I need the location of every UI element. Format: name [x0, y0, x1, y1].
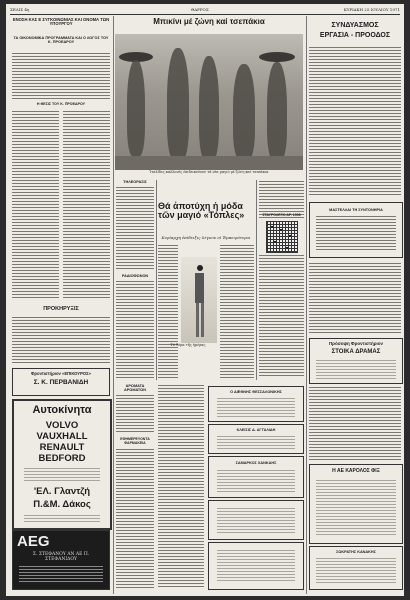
article-text	[309, 262, 401, 334]
article-text	[309, 386, 401, 460]
duty-pharmacies-head: ΕΦΗΜΕΡΕΥΟΝΤΑ ΦΑΡΜΑΚΕΙΑ	[120, 437, 150, 445]
dealer-name: Π.&Μ. Δάκος	[33, 499, 91, 510]
article-text	[220, 244, 254, 378]
center-ad	[208, 542, 304, 590]
tv-listing-head: ΤΗΛΕΟΡΑΣΙΣ	[123, 180, 147, 184]
union-headline-2: ΕΡΓΑΣΙΑ - ΠΡΟΟΔΟΣ	[319, 32, 391, 39]
issue-date: ΚΥΡΙΑΚΗ 25 ΙΟΥΛΙΟΥ 1971	[343, 7, 400, 12]
center-ad	[208, 386, 304, 422]
pharmacy-head: ΑΡΩΜΑΤΑ ΑΡΩΜΑΤΩΝ	[124, 384, 146, 392]
article-text	[158, 384, 204, 588]
pharma-ad	[309, 464, 403, 544]
center-ad	[208, 456, 304, 498]
left-top-headline: ΕΝΟΣΗ ΚΑΣ Ε ΣΥΓΚΟΙΝΩΝΙΑΣ ΚΑΙ ΟΝΟΜΑ ΤΩΝ ΥΠΟΥΡΓΟΥ	[12, 17, 110, 27]
pharma-ad-title: Η ΑΕ ΚΑΡΟΛΟΣ ΦΙΞ	[332, 468, 380, 474]
header-rule	[10, 14, 400, 15]
crossword-head: ΣΤΑΥΡΟΛΕΞΟ ΑΡ. 1008	[262, 213, 301, 217]
center-ad-title: Ο ΔΙΕΘΝΗΣ ΘΕΣΣΑΛΟΝΙΚΗΣ	[230, 390, 282, 394]
announcement-headline: ΠΡΟΚΗΡΥΞΙΣ	[43, 306, 79, 312]
article-text	[158, 244, 178, 378]
car-brand: BEDFORD	[38, 453, 86, 464]
notice-box	[309, 202, 403, 258]
photo-headline: Μπικίνι μέ ζώνη καί τσεπάκια	[153, 17, 265, 26]
tutoring-right-name: ΣΤΟΙΚΑ ΔΡΑΜΑΣ	[331, 349, 381, 355]
car-brand: VOLVO	[45, 420, 79, 431]
bikini-photo	[115, 34, 303, 170]
story-title: Θά ἀποτύχη ἡ μόδα τῶν μαγιό «Τόπλες»	[158, 201, 245, 221]
center-ad	[208, 424, 304, 454]
tutoring-right-title: Πρόσοψη Φροντιστήριον	[328, 341, 384, 346]
ad-text	[19, 565, 103, 583]
dealer-name: 'ΕΛ. Γλαντζή	[33, 486, 91, 497]
listing-text	[116, 448, 154, 588]
car-dealer-ad	[12, 399, 112, 530]
candidate-list	[309, 46, 401, 196]
page-number: ΣΕΛΙΣ 4η	[10, 7, 30, 12]
crossword-clues	[259, 254, 304, 378]
article-text	[12, 52, 110, 100]
center-ad	[208, 500, 304, 540]
story-subtitle: Κυρίαρχη ἐπίδειξις λέγουν οἱ Ἐμπειρότεροι	[161, 235, 251, 240]
aeg-logo: AEG	[17, 533, 50, 550]
left-small-headline: Η ΘΕΣΙΣ ΤΟΥ Κ. ΠΡΟΕΔΡΟΥ	[36, 102, 86, 106]
masthead: ΘΑΡΡΟΣ	[191, 7, 209, 12]
ad-text	[24, 514, 100, 522]
column-rule	[306, 16, 307, 594]
article-text	[63, 110, 110, 300]
radio-listing-head: ΡΑΔΙΟΦΩΝΟΝ	[121, 274, 149, 278]
center-ad-title: ΣΑΜΑΡΚΟΣ ΧΑΝΚΑΗΣ	[235, 461, 277, 465]
listing-text	[116, 394, 154, 434]
crossword-grid	[266, 221, 298, 253]
aeg-ad	[12, 530, 110, 590]
column-rule	[113, 16, 114, 594]
tutoring-ad-right	[309, 338, 403, 384]
bottom-right-ad	[309, 546, 403, 590]
ad-text	[24, 467, 100, 482]
center-ad-title: ΚΛΕΙΣΙΣ Δ. ΑΓΓΑΛΙΔΗ	[236, 428, 276, 432]
aeg-dealer: Σ. ΣΤΕΦΑΝΟΥ ΑΝ ΑΕ Π. ΣΤΕΦΑΝΙΔΟΥ	[32, 552, 90, 562]
notice-title: ΜΑΣΤΕΛΛΑΙ ΤΗ ΣΥΝΤΟΝΗΡΙΑ	[329, 208, 383, 212]
article-text	[12, 110, 59, 300]
newspaper-page	[6, 4, 404, 596]
tutoring-ad-name: Σ. Κ. ΠΕΡΒΑΝΙΔΗ	[33, 379, 89, 386]
left-sub-headline: ΤΑ ΟΙΚΟΝΟΜΙΚΑ ΠΡΟΓΡΑΜΜΑΤΑ ΚΑΙ Ο ΛΟΓΟΣ ΤΟΥ Κ. ΠΡΟΕΔΡΟΥ	[13, 36, 109, 44]
car-brand: VAUXHALL	[36, 431, 88, 442]
tutoring-ad-title: Φροντιστήριον «ΕΠΙΚΟΥΡΟΣ»	[30, 371, 91, 376]
listing-text	[116, 280, 154, 380]
union-headline: ΣΥΝΔΥΑΣΜΟΣ	[331, 22, 379, 29]
listing-text	[116, 186, 154, 270]
car-ad-title: Αυτοκίνητα	[32, 404, 92, 416]
bottom-right-ad-title: ΣΩΚΡΑΤΗΣ ΚΑΝΑΚΗΣ	[336, 550, 376, 554]
page-header	[6, 4, 404, 14]
tutoring-ad	[12, 368, 110, 396]
photo-caption: Ἰταλίδες καλλονές ἐπιδεικνύουν τά νέα μαγιό μέ ζώνη καί τσεπάκια	[149, 170, 269, 174]
fashion-sketch	[181, 257, 217, 343]
article-text	[12, 316, 110, 364]
fashion-caption: Τό θέμα τῆς ἡμέρας	[170, 343, 206, 347]
car-brand: RENAULT	[39, 442, 85, 453]
